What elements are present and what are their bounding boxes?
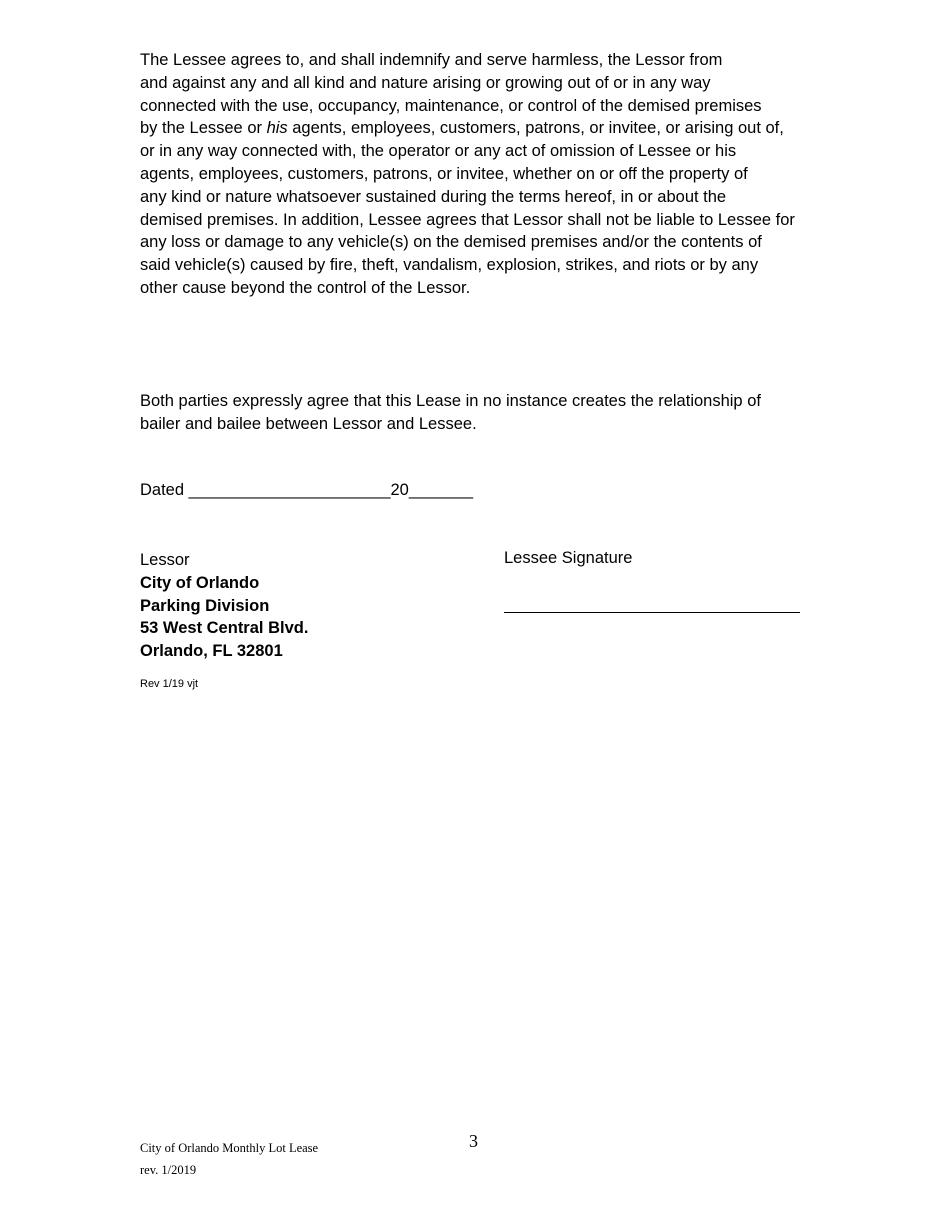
lessor-label: Lessor [140, 551, 190, 569]
paragraph-line: Both parties expressly agree that this Lease in no instance creates the relationship of [140, 392, 761, 410]
lessor-street: 53 West Central Blvd. [140, 619, 309, 638]
lessor-division: Parking Division [140, 596, 270, 615]
lessee-signature-label: Lessee Signature [504, 549, 633, 567]
revision-note: Rev 1/19 vjt [140, 678, 199, 690]
paragraph-line-start: by the Lessee or [140, 119, 267, 138]
paragraph-line: any loss or damage to any vehicle(s) on the demised premises and/or the contents of [140, 233, 762, 252]
paragraph-line: any kind or nature whatsoever sustained during the terms hereof, in or about the [140, 187, 727, 206]
dated-field[interactable]: Dated ______________________20_______ [140, 481, 474, 499]
indemnity-paragraph [140, 49, 820, 300]
paragraph-line: connected with the use, occupancy, maintenance, or control of the demised premises [140, 96, 762, 115]
paragraph-line: demised premises. In addition, Lessee agrees that Lessor shall not be liable to Lessee for [140, 210, 795, 229]
footer-rev: rev. 1/2019 [140, 1163, 197, 1177]
paragraph-line: other cause beyond the control of the Lessor. [140, 278, 471, 297]
bailment-paragraph [140, 390, 820, 436]
lessee-signature-line[interactable] [504, 612, 800, 613]
footer [140, 1137, 318, 1181]
paragraph-line: and against any and all kind and nature arising or growing out of or in any way [140, 73, 711, 92]
paragraph-line: or in any way connected with, the operator or any act of omission of Lessee or his [140, 142, 737, 161]
italic-word: his [266, 119, 288, 138]
lessor-city: Orlando, FL 32801 [140, 642, 283, 661]
lessor-block [140, 549, 308, 663]
paragraph-line: bailer and bailee between Lessor and Lessee. [140, 414, 477, 433]
paragraph-line [140, 117, 820, 140]
paragraph-line: agents, employees, customers, patrons, or invitee, whether on or off the property of [140, 164, 748, 183]
paragraph-line: said vehicle(s) caused by fire, theft, vandalism, explosion, strikes, and riots or by any [140, 256, 759, 275]
page-number: 3 [469, 1131, 478, 1151]
lessor-name: City of Orlando [140, 573, 260, 592]
paragraph-line: The Lessee agrees to, and shall indemnify and serve harmless, the Lessor from [140, 51, 723, 69]
footer-title: City of Orlando Monthly Lot Lease [140, 1141, 319, 1155]
paragraph-line-rest: agents, employees, customers, patrons, or invitee, or arising out of, [287, 119, 784, 138]
